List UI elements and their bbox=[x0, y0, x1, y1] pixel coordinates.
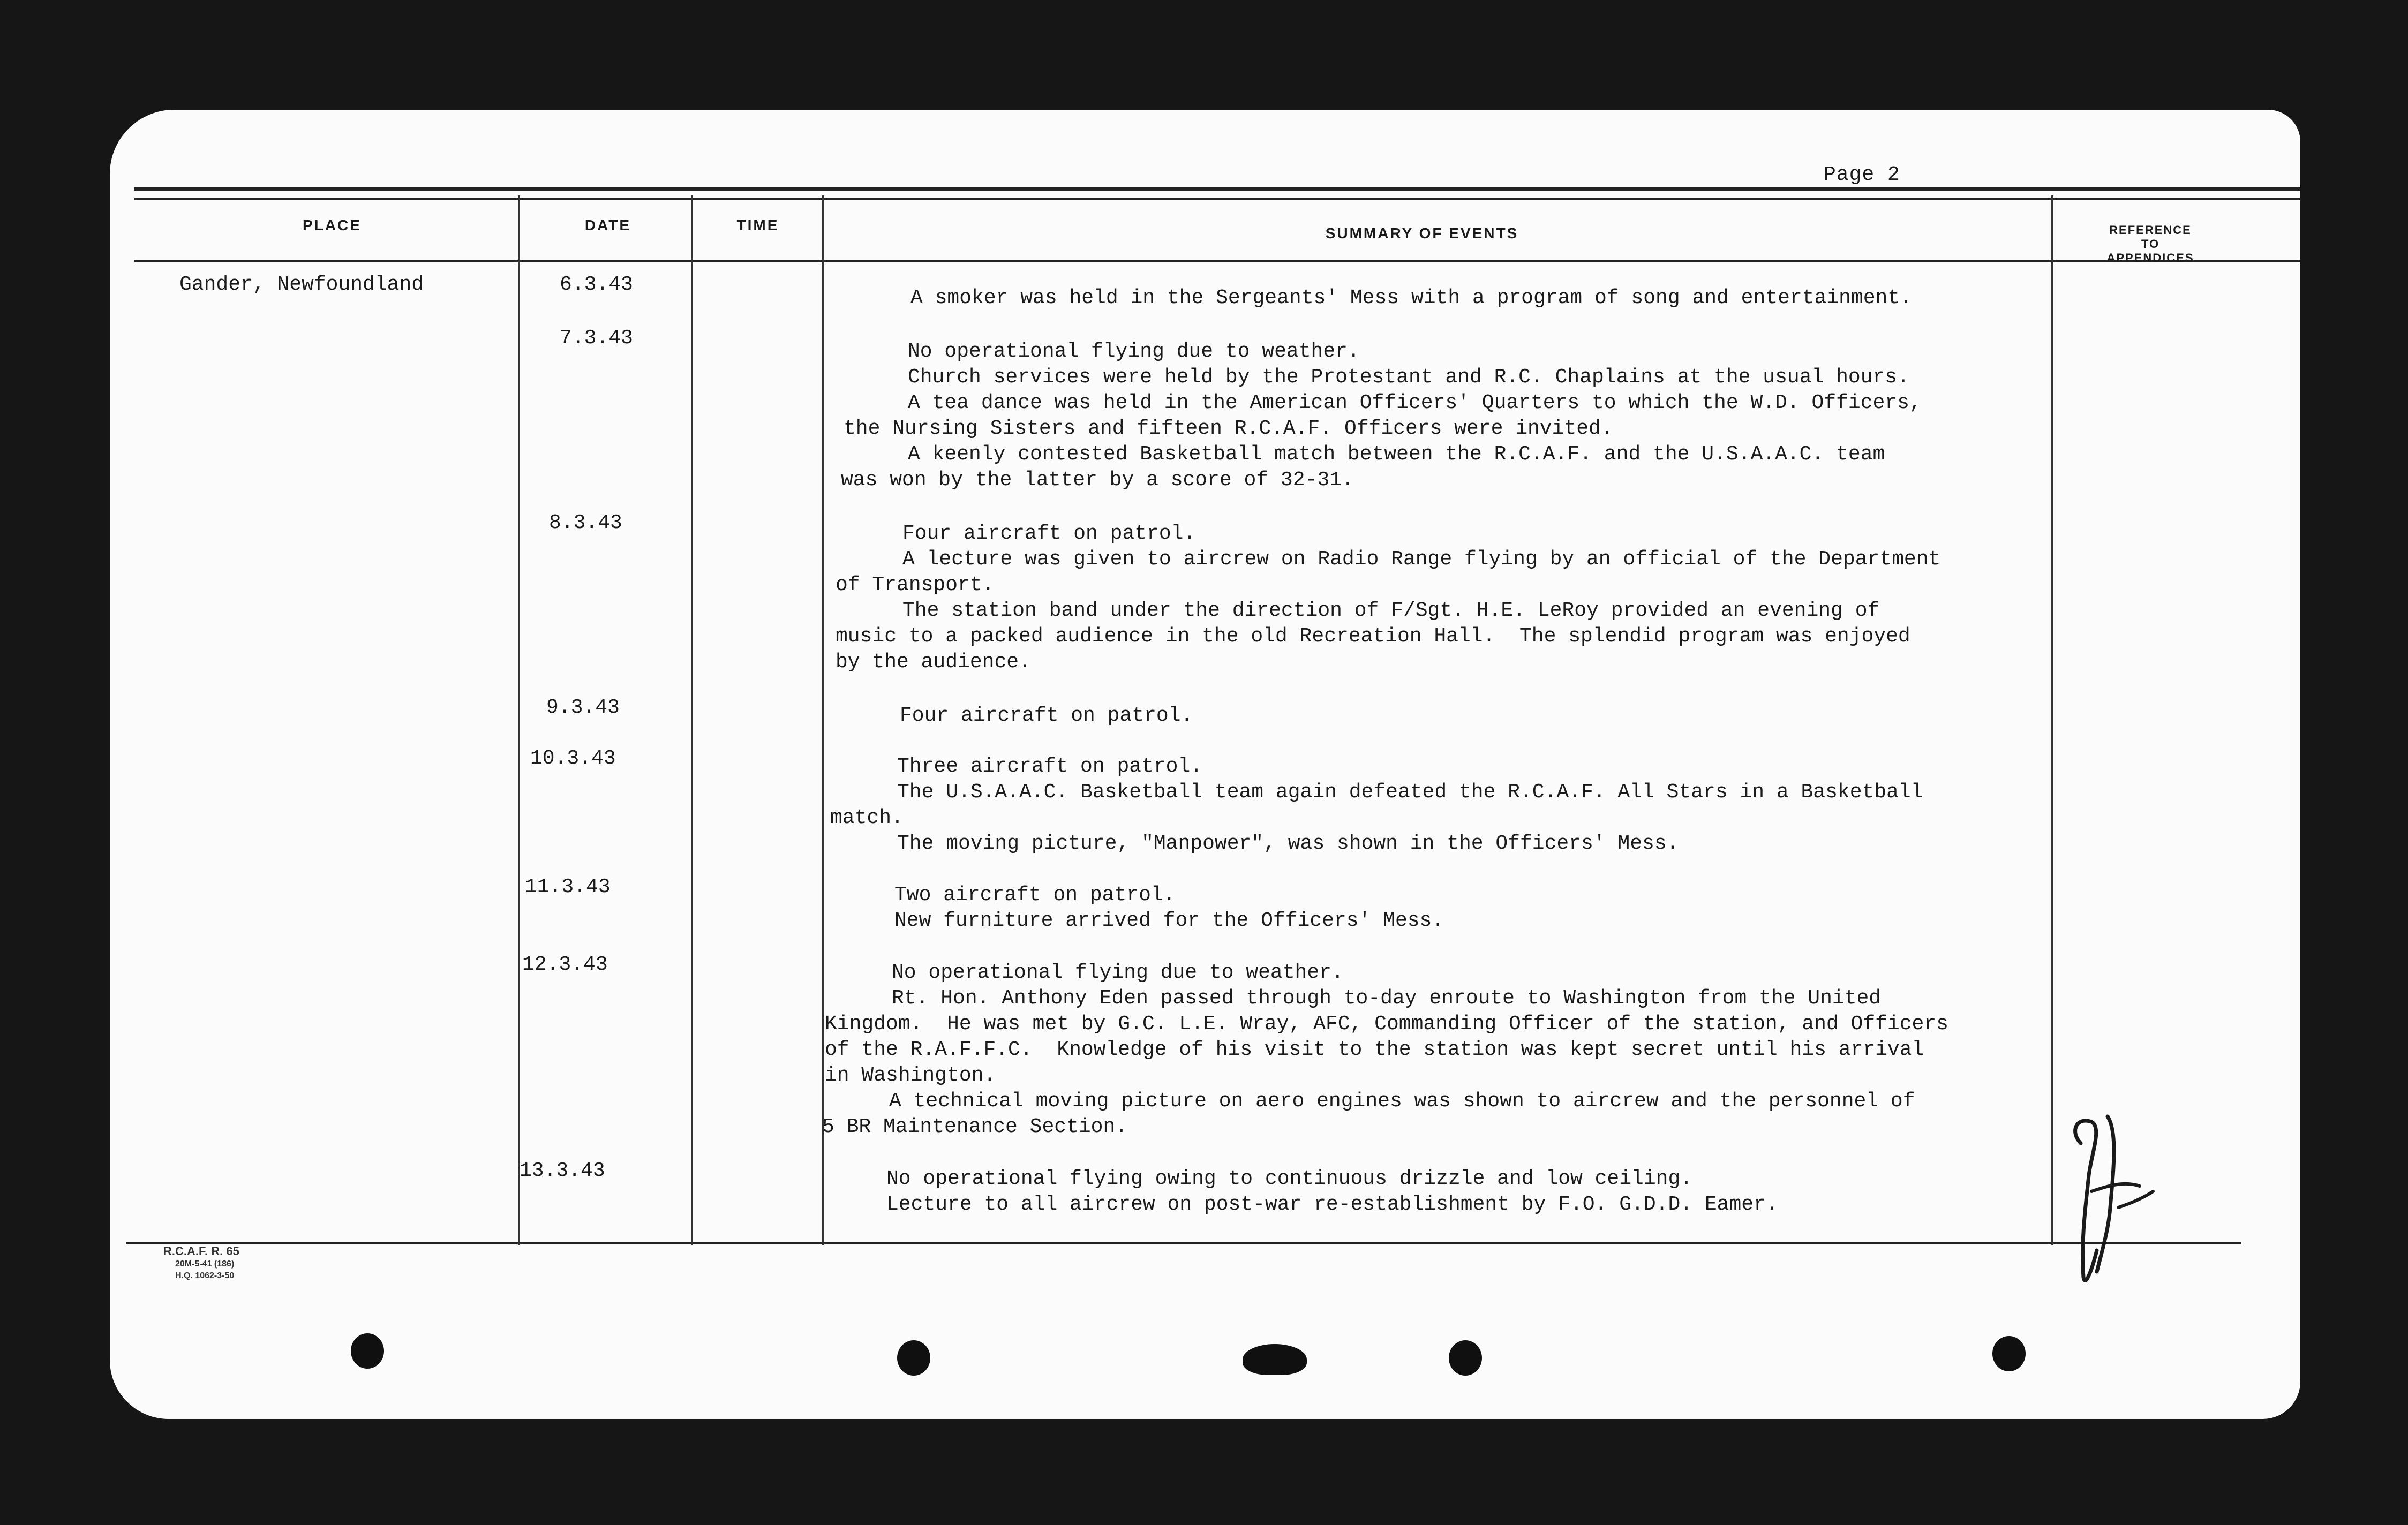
binder-hole bbox=[1449, 1340, 1482, 1376]
summary-line: A technical moving picture on aero engines was shown to aircrew and the personnel of bbox=[889, 1090, 1915, 1113]
summary-line: The station band under the direction of F/Sgt. H.E. LeRoy provided an evening of bbox=[902, 599, 1880, 622]
summary-line: Lecture to all aircrew on post-war re-establishment by F.O. G.D.D. Eamer. bbox=[886, 1193, 1778, 1216]
top-rule bbox=[134, 187, 2300, 191]
binder-hole bbox=[897, 1340, 930, 1376]
summary-line: Three aircraft on patrol. bbox=[897, 755, 1203, 778]
summary-line: Four aircraft on patrol. bbox=[902, 522, 1196, 545]
binder-hole bbox=[1243, 1344, 1307, 1375]
date-entry: 10.3.43 bbox=[530, 747, 616, 770]
summary-line: No operational flying owing to continuous drizzle and low ceiling. bbox=[886, 1167, 1693, 1190]
summary-line: No operational flying due to weather. bbox=[892, 961, 1344, 984]
summary-line: Two aircraft on patrol. bbox=[894, 884, 1176, 907]
summary-line: Rt. Hon. Anthony Eden passed through to-day enroute to Washington from the United bbox=[892, 987, 1882, 1010]
page-number: Page 2 bbox=[1824, 163, 1900, 186]
header-date: DATE bbox=[584, 217, 631, 233]
date-entry: 8.3.43 bbox=[549, 511, 622, 534]
summary-line: A lecture was given to aircrew on Radio Range flying by an official of the Department bbox=[902, 548, 1941, 571]
summary-line: Kingdom. He was met by G.C. L.E. Wray, AFC, Commanding Officer of the station, and Officers bbox=[825, 1013, 1948, 1036]
column-divider-time bbox=[822, 195, 824, 1245]
column-divider-date bbox=[691, 195, 693, 1245]
date-entry: 11.3.43 bbox=[525, 875, 611, 899]
header-rule bbox=[134, 260, 2300, 262]
summary-line: New furniture arrived for the Officers' Mess. bbox=[894, 909, 1444, 932]
date-entry: 7.3.43 bbox=[560, 327, 633, 350]
summary-line: Church services were held by the Protestant and R.C. Chaplains at the usual hours. bbox=[908, 366, 1909, 389]
summary-line: The moving picture, "Manpower", was shown in the Officers' Mess. bbox=[897, 832, 1679, 855]
summary-line: A tea dance was held in the American Officers' Quarters to which the W.D. Officers, bbox=[908, 391, 1922, 414]
summary-line: The U.S.A.A.C. Basketball team again defeated the R.C.A.F. All Stars in a Basketball bbox=[897, 781, 1923, 804]
header-place: PLACE bbox=[303, 217, 362, 233]
date-entry: 12.3.43 bbox=[522, 953, 608, 976]
binder-hole bbox=[1992, 1336, 2026, 1371]
summary-line: match. bbox=[830, 806, 904, 829]
summary-line: music to a packed audience in the old Recreation Hall. The splendid program was enjoyed bbox=[836, 625, 1910, 648]
form-number bbox=[163, 1244, 239, 1282]
summary-line: 5 BR Maintenance Section. bbox=[822, 1115, 1128, 1138]
summary-line: the Nursing Sisters and fifteen R.C.A.F. Officers were invited. bbox=[844, 417, 1613, 440]
diary-page bbox=[110, 110, 2300, 1419]
summary-line: A smoker was held in the Sergeants' Mess with a program of song and entertainment. bbox=[910, 286, 1912, 309]
top-rule-thin bbox=[134, 198, 2300, 200]
summary-line: No operational flying due to weather. bbox=[908, 340, 1360, 363]
header-reference-line: TO bbox=[2141, 237, 2160, 251]
summary-line: A keenly contested Basketball match between the R.C.A.F. and the U.S.A.A.C. team bbox=[908, 443, 1885, 466]
form-code: R.C.A.F. R. 65 bbox=[163, 1244, 239, 1258]
handwritten-initials bbox=[2059, 1111, 2166, 1298]
header-summary: SUMMARY OF EVENTS bbox=[1325, 225, 1519, 241]
column-divider-place bbox=[518, 195, 520, 1245]
place-entry: Gander, Newfoundland bbox=[179, 273, 424, 296]
summary-line: Four aircraft on patrol. bbox=[900, 704, 1193, 727]
bottom-rule bbox=[126, 1242, 2241, 1244]
date-entry: 13.3.43 bbox=[520, 1159, 605, 1182]
summary-line: by the audience. bbox=[836, 651, 1031, 674]
summary-line: in Washington. bbox=[825, 1064, 996, 1087]
header-time: TIME bbox=[736, 217, 779, 233]
header-reference bbox=[2081, 223, 2220, 265]
summary-line: was won by the latter by a score of 32-31. bbox=[841, 469, 1354, 492]
header-reference-line: REFERENCE bbox=[2109, 223, 2192, 237]
date-entry: 6.3.43 bbox=[560, 273, 633, 296]
form-reference: H.Q. 1062-3-50 bbox=[175, 1271, 235, 1280]
binder-hole bbox=[351, 1333, 384, 1369]
summary-line: of the R.A.F.F.C. Knowledge of his visit to the station was kept secret until his arrival bbox=[825, 1038, 1924, 1061]
form-print-run: 20M-5-41 (186) bbox=[175, 1259, 235, 1269]
header-reference-line: APPENDICES bbox=[2106, 251, 2194, 265]
column-divider-summary bbox=[2051, 195, 2053, 1245]
date-entry: 9.3.43 bbox=[546, 696, 620, 719]
summary-line: of Transport. bbox=[836, 573, 995, 597]
